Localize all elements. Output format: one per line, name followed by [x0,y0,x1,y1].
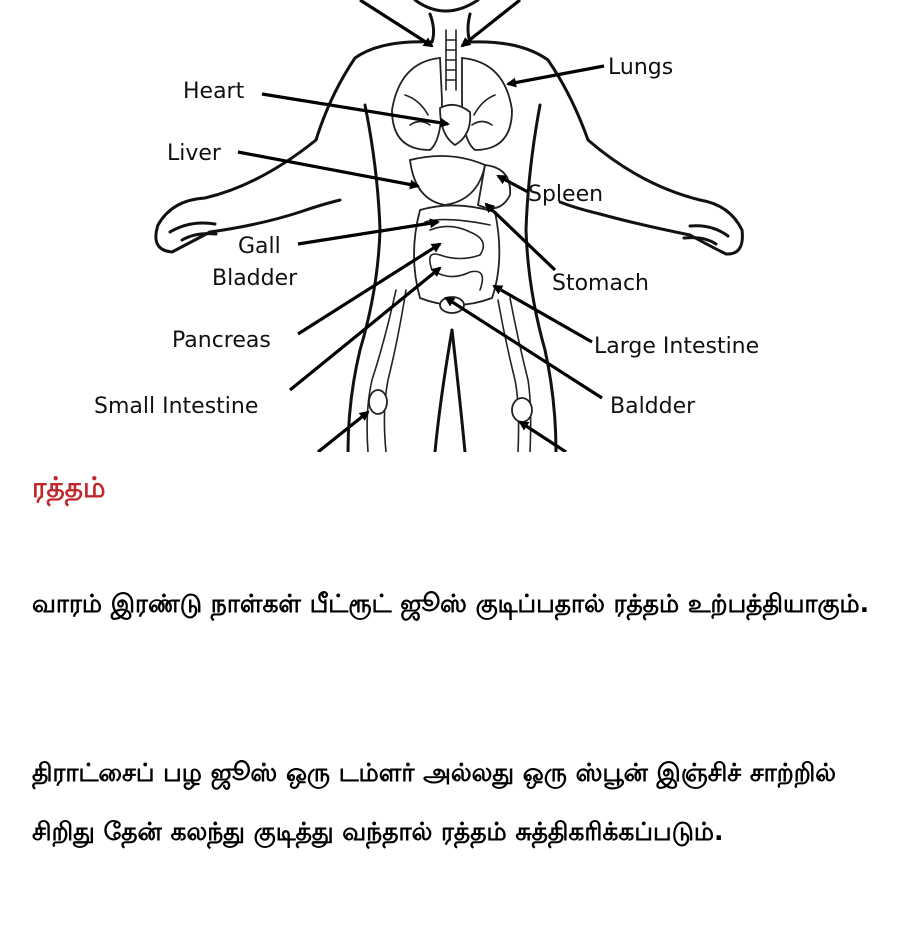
label-bladder-gall: Bladder [212,266,298,291]
label-liver: Liver [167,141,221,166]
label-pancreas: Pancreas [172,328,271,353]
label-lungs: Lungs [608,55,674,80]
label-bladder: Baldder [610,394,696,419]
section-heading: ரத்தம் [32,471,106,504]
label-large-intestine: Large Intestine [594,334,760,359]
paragraph-beetroot: வாரம் இரண்டு நாள்கள் பீட்ரூட் ஜூஸ் குடிப்பதால் ரத்தம் உற்பத்தியாகும். [32,589,870,618]
paragraph-grape-ginger: திராட்சைப் பழ ஜூஸ் ஒரு டம்ளர் அல்லது ஒரு ஸ்பூன் இஞ்சிச் சாற்றில் சிறிது தேன் கலந்து குடித்து வந்தால் ரத்தம் சுத்திகரிக்கப்படும். [32,758,837,846]
organs-drawing [367,30,532,452]
label-gall: Gall [238,234,281,259]
label-small-intestine: Small Intestine [94,394,259,419]
body-organs-diagram [0,0,903,452]
label-spleen: Spleen [528,182,604,207]
label-stomach: Stomach [552,271,650,296]
label-heart: Heart [183,79,245,104]
